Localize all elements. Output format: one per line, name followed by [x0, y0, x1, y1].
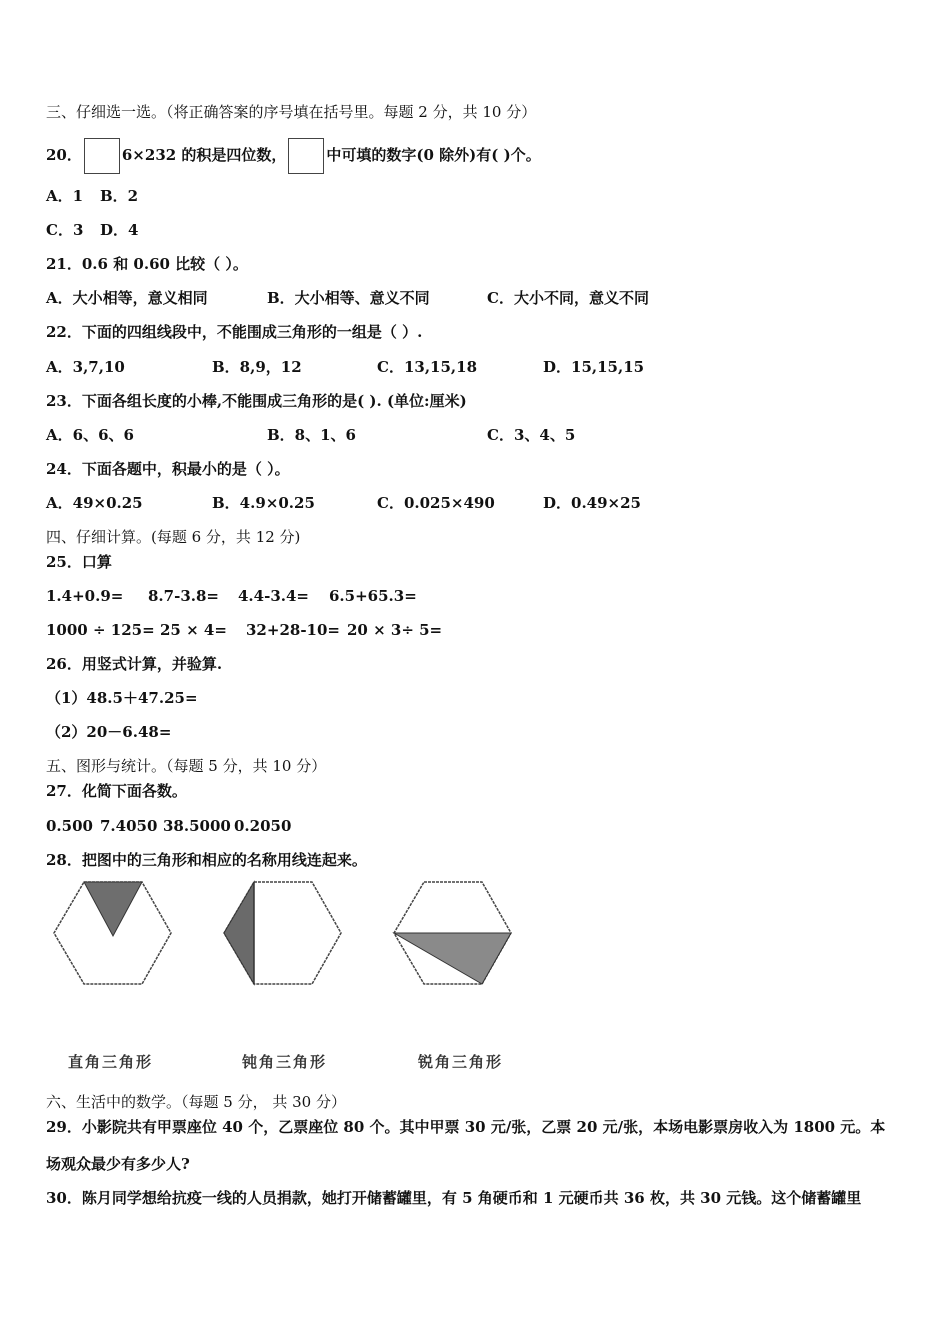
calc-item: 25 × 4=: [160, 621, 227, 639]
decimal-number: 0.2050: [234, 817, 292, 835]
q24-option-a: A．49×0.25: [46, 494, 143, 512]
q20-option-d: D．4: [100, 221, 139, 239]
calc-item: 4.4-3.4=: [238, 587, 309, 605]
hexagon-figure-3: [390, 878, 515, 988]
decimal-number: 0.500: [46, 817, 93, 835]
q21-option-b: B．大小相等、意义不同: [267, 289, 430, 307]
shaded-triangle: [224, 882, 254, 984]
q20-option-c: C．3: [46, 221, 84, 239]
calc-item: 6.5+65.3=: [329, 587, 417, 605]
calc-item: 8.7-3.8=: [148, 587, 219, 605]
q20-number: 20．: [46, 146, 82, 164]
question-27: 27．化简下面各数。: [46, 782, 187, 800]
q22-option-d: D．15,15,15: [543, 358, 645, 376]
question-28: 28．把图中的三角形和相应的名称用线连起来。: [46, 851, 367, 869]
q26-part-2: （2）20－6.48=: [46, 723, 172, 741]
hexagon-figure-1: [50, 878, 175, 988]
question-29-line-2: 场观众最少有多少人?: [46, 1155, 190, 1173]
q24-option-d: D．0.49×25: [543, 494, 641, 512]
q22-option-a: A．3,7,10: [46, 358, 125, 376]
q22-option-b: B．8,9，12: [212, 358, 302, 376]
question-30: 30．陈月同学想给抗疫一线的人员捐款，她打开储蓄罐里，有 5 角硬币和 1 元硬币共 36 枚，共 30 元钱。这个储蓄罐里: [46, 1189, 862, 1207]
question-20: [46, 138, 541, 174]
label-obtuse-triangle: 钝角三角形: [242, 1053, 328, 1071]
section-5-title: 五、图形与统计。（每题 5 分，共 10 分）: [46, 757, 327, 775]
blank-box[interactable]: [84, 138, 120, 174]
calc-item: 1.4+0.9=: [46, 587, 124, 605]
question-21: 21．0.6 和 0.60 比较（ ）。: [46, 255, 248, 273]
calc-item: 1000 ÷ 125=: [46, 621, 155, 639]
question-23: 23．下面各组长度的小棒,不能围成三角形的是( ). (单位:厘米): [46, 392, 467, 410]
label-right-triangle: 直角三角形: [68, 1053, 154, 1071]
q20-option-a: A．1: [46, 187, 84, 205]
q24-option-b: B．4.9×0.25: [212, 494, 315, 512]
q20-option-b: B．2: [100, 187, 139, 205]
section-4-title: 四、仔细计算。(每题 6 分，共 12 分): [46, 528, 301, 546]
q23-option-a: A．6、6、6: [46, 426, 134, 444]
question-29-line-1: 29．小影院共有甲票座位 40 个，乙票座位 80 个。其中甲票 30 元/张，乙票 20 元/张，本场电影票房收入为 1800 元。本: [46, 1118, 886, 1136]
label-acute-triangle: 锐角三角形: [418, 1053, 504, 1071]
q20-text-2: 中可填的数字(0 除外)有( )个。: [326, 146, 541, 164]
q23-option-b: B．8、1、6: [267, 426, 356, 444]
q21-option-c: C．大小不同，意义不同: [487, 289, 649, 307]
q20-text-1: 6×232 的积是四位数，: [121, 146, 287, 164]
decimal-number: 38.5000: [163, 817, 231, 835]
question-22: 22．下面的四组线段中，不能围成三角形的一组是（ ）.: [46, 323, 423, 341]
calc-item: 32+28-10=: [246, 621, 340, 639]
calc-item: 20 × 3÷ 5=: [347, 621, 443, 639]
shaded-triangle: [84, 882, 142, 936]
q26-part-1: （1）48.5＋47.25=: [46, 689, 198, 707]
blank-box[interactable]: [288, 138, 324, 174]
question-25: 25．口算: [46, 553, 112, 571]
section-3-title: 三、仔细选一选。（将正确答案的序号填在括号里。每题 2 分，共 10 分）: [46, 103, 537, 121]
q23-option-c: C．3、4、5: [487, 426, 576, 444]
q24-option-c: C．0.025×490: [377, 494, 495, 512]
q22-option-c: C．13,15,18: [377, 358, 478, 376]
shaded-triangle: [394, 933, 511, 984]
question-24: 24．下面各题中，积最小的是（ ）。: [46, 460, 290, 478]
question-26: 26．用竖式计算，并验算.: [46, 655, 223, 673]
hexagon-figure-2: [220, 878, 345, 988]
q21-option-a: A．大小相等，意义相同: [46, 289, 208, 307]
section-6-title: 六、生活中的数学。（每题 5 分， 共 30 分）: [46, 1093, 346, 1111]
decimal-number: 7.4050: [100, 817, 158, 835]
